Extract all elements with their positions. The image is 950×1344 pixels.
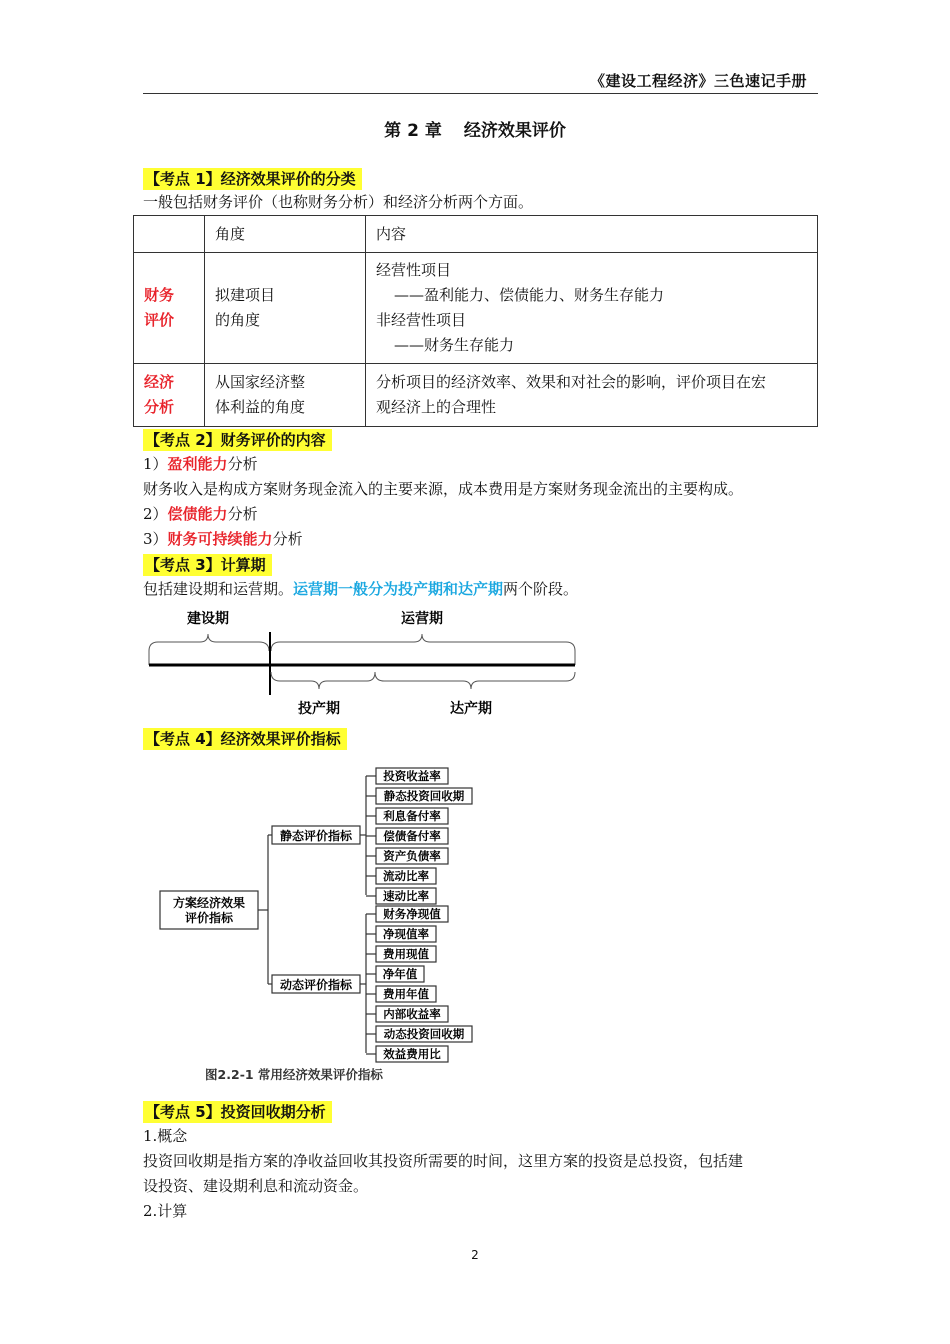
static-group-label: 静态评价指标 <box>279 829 353 843</box>
row-content-economic: 分析项目的经济效率、效果和对社会的影响，评价项目在宏 观经济上的合理性 <box>366 364 818 427</box>
page-number: 2 <box>471 1248 479 1262</box>
timeline-label-trial: 投产期 <box>298 701 340 717</box>
row-name-economic: 经济 分析 <box>134 364 205 427</box>
period-timeline <box>140 600 590 725</box>
timeline-label-full: 达产期 <box>450 701 492 717</box>
point1-heading: 【考点 1】经济效果评价的分类 <box>143 168 362 190</box>
point3-text: 包括建设期和运营期。运营期一般分为投产期和达产期两个阶段。 <box>143 580 579 598</box>
header-rule <box>143 93 818 94</box>
chapter-heading <box>0 116 950 141</box>
dynamic-indicator-label: 净年值 <box>382 967 418 981</box>
row-angle-economic: 从国家经济整 体利益的角度 <box>205 364 366 427</box>
static-indicator-label: 资产负债率 <box>383 849 441 863</box>
row-content-financial: 经营性项目 ——盈利能力、偿债能力、财务生存能力 非经营性项目 ——财务生存能力 <box>366 253 818 364</box>
static-indicator-label: 偿债备付率 <box>383 829 441 843</box>
point5-para-line2: 设投资、建设期利息和流动资金。 <box>143 1177 369 1195</box>
point2-note: 财务收入是构成方案财务现金流入的主要来源，成本费用是方案财务现金流出的主要构成。 <box>143 480 744 498</box>
point3-heading: 【考点 3】计算期 <box>143 554 272 576</box>
dynamic-indicator-label: 动态投资回收期 <box>383 1027 465 1041</box>
table-row <box>134 253 818 364</box>
root-label-line1: 方案经济效果 <box>172 896 246 910</box>
root-label-line2: 评价指标 <box>184 911 234 925</box>
dynamic-indicator-label: 财务净现值 <box>383 907 441 921</box>
table-header-angle: 角度 <box>205 216 366 253</box>
brace-full <box>375 672 575 689</box>
static-indicator-label: 投资收益率 <box>383 769 441 783</box>
dynamic-indicator-label: 费用年值 <box>383 987 429 1001</box>
static-indicator-label: 速动比率 <box>383 889 429 903</box>
static-indicator-label: 利息备付率 <box>383 809 441 823</box>
timeline-label-operation: 运营期 <box>401 611 443 627</box>
indicator-tree <box>150 760 500 1090</box>
table-header-empty <box>134 216 205 253</box>
point1-intro: 一般包括财务评价（也称财务分析）和经济分析两个方面。 <box>143 193 534 211</box>
point2-item-1: 1）盈利能力分析 <box>143 455 258 473</box>
static-indicator-label: 静态投资回收期 <box>383 789 465 803</box>
point5-heading: 【考点 5】投资回收期分析 <box>143 1101 332 1123</box>
dynamic-indicator-label: 内部收益率 <box>383 1007 441 1021</box>
point5-sub2: 2.计算 <box>143 1202 188 1220</box>
brace-operation <box>271 634 575 651</box>
header-title: 《建设工程经济》三色速记手册 <box>589 72 807 90</box>
timeline-label-construction: 建设期 <box>187 611 229 627</box>
table-header-content: 内容 <box>366 216 818 253</box>
figure-caption: 图2.2-1 常用经济效果评价指标 <box>205 1067 383 1082</box>
table-row <box>134 364 818 427</box>
static-indicator-label: 流动比率 <box>383 869 429 883</box>
brace-construction <box>149 634 269 651</box>
dynamic-indicator-label: 效益费用比 <box>383 1047 441 1061</box>
dynamic-indicator-label: 净现值率 <box>383 927 429 941</box>
dynamic-group-label: 动态评价指标 <box>279 978 353 992</box>
point2-heading: 【考点 2】财务评价的内容 <box>143 429 332 451</box>
brace-trial <box>271 672 375 689</box>
row-name-financial: 财务 评价 <box>134 253 205 364</box>
point2-item-3: 3）财务可持续能力分析 <box>143 530 303 548</box>
chapter-title: 经济效果评价 <box>463 121 566 141</box>
classification-table <box>133 215 818 427</box>
row-angle-financial: 拟建项目 的角度 <box>205 253 366 364</box>
point4-heading: 【考点 4】经济效果评价指标 <box>143 728 347 750</box>
point5-para-line1: 投资回收期是指方案的净收益回收其投资所需要的时间，这里方案的投资是总投资，包括建 <box>143 1152 744 1170</box>
dynamic-indicator-label: 费用现值 <box>383 947 429 961</box>
chapter-number: 第 2 章 <box>384 121 442 141</box>
point2-item-2: 2）偿债能力分析 <box>143 505 258 523</box>
point5-sub1: 1.概念 <box>143 1127 188 1145</box>
